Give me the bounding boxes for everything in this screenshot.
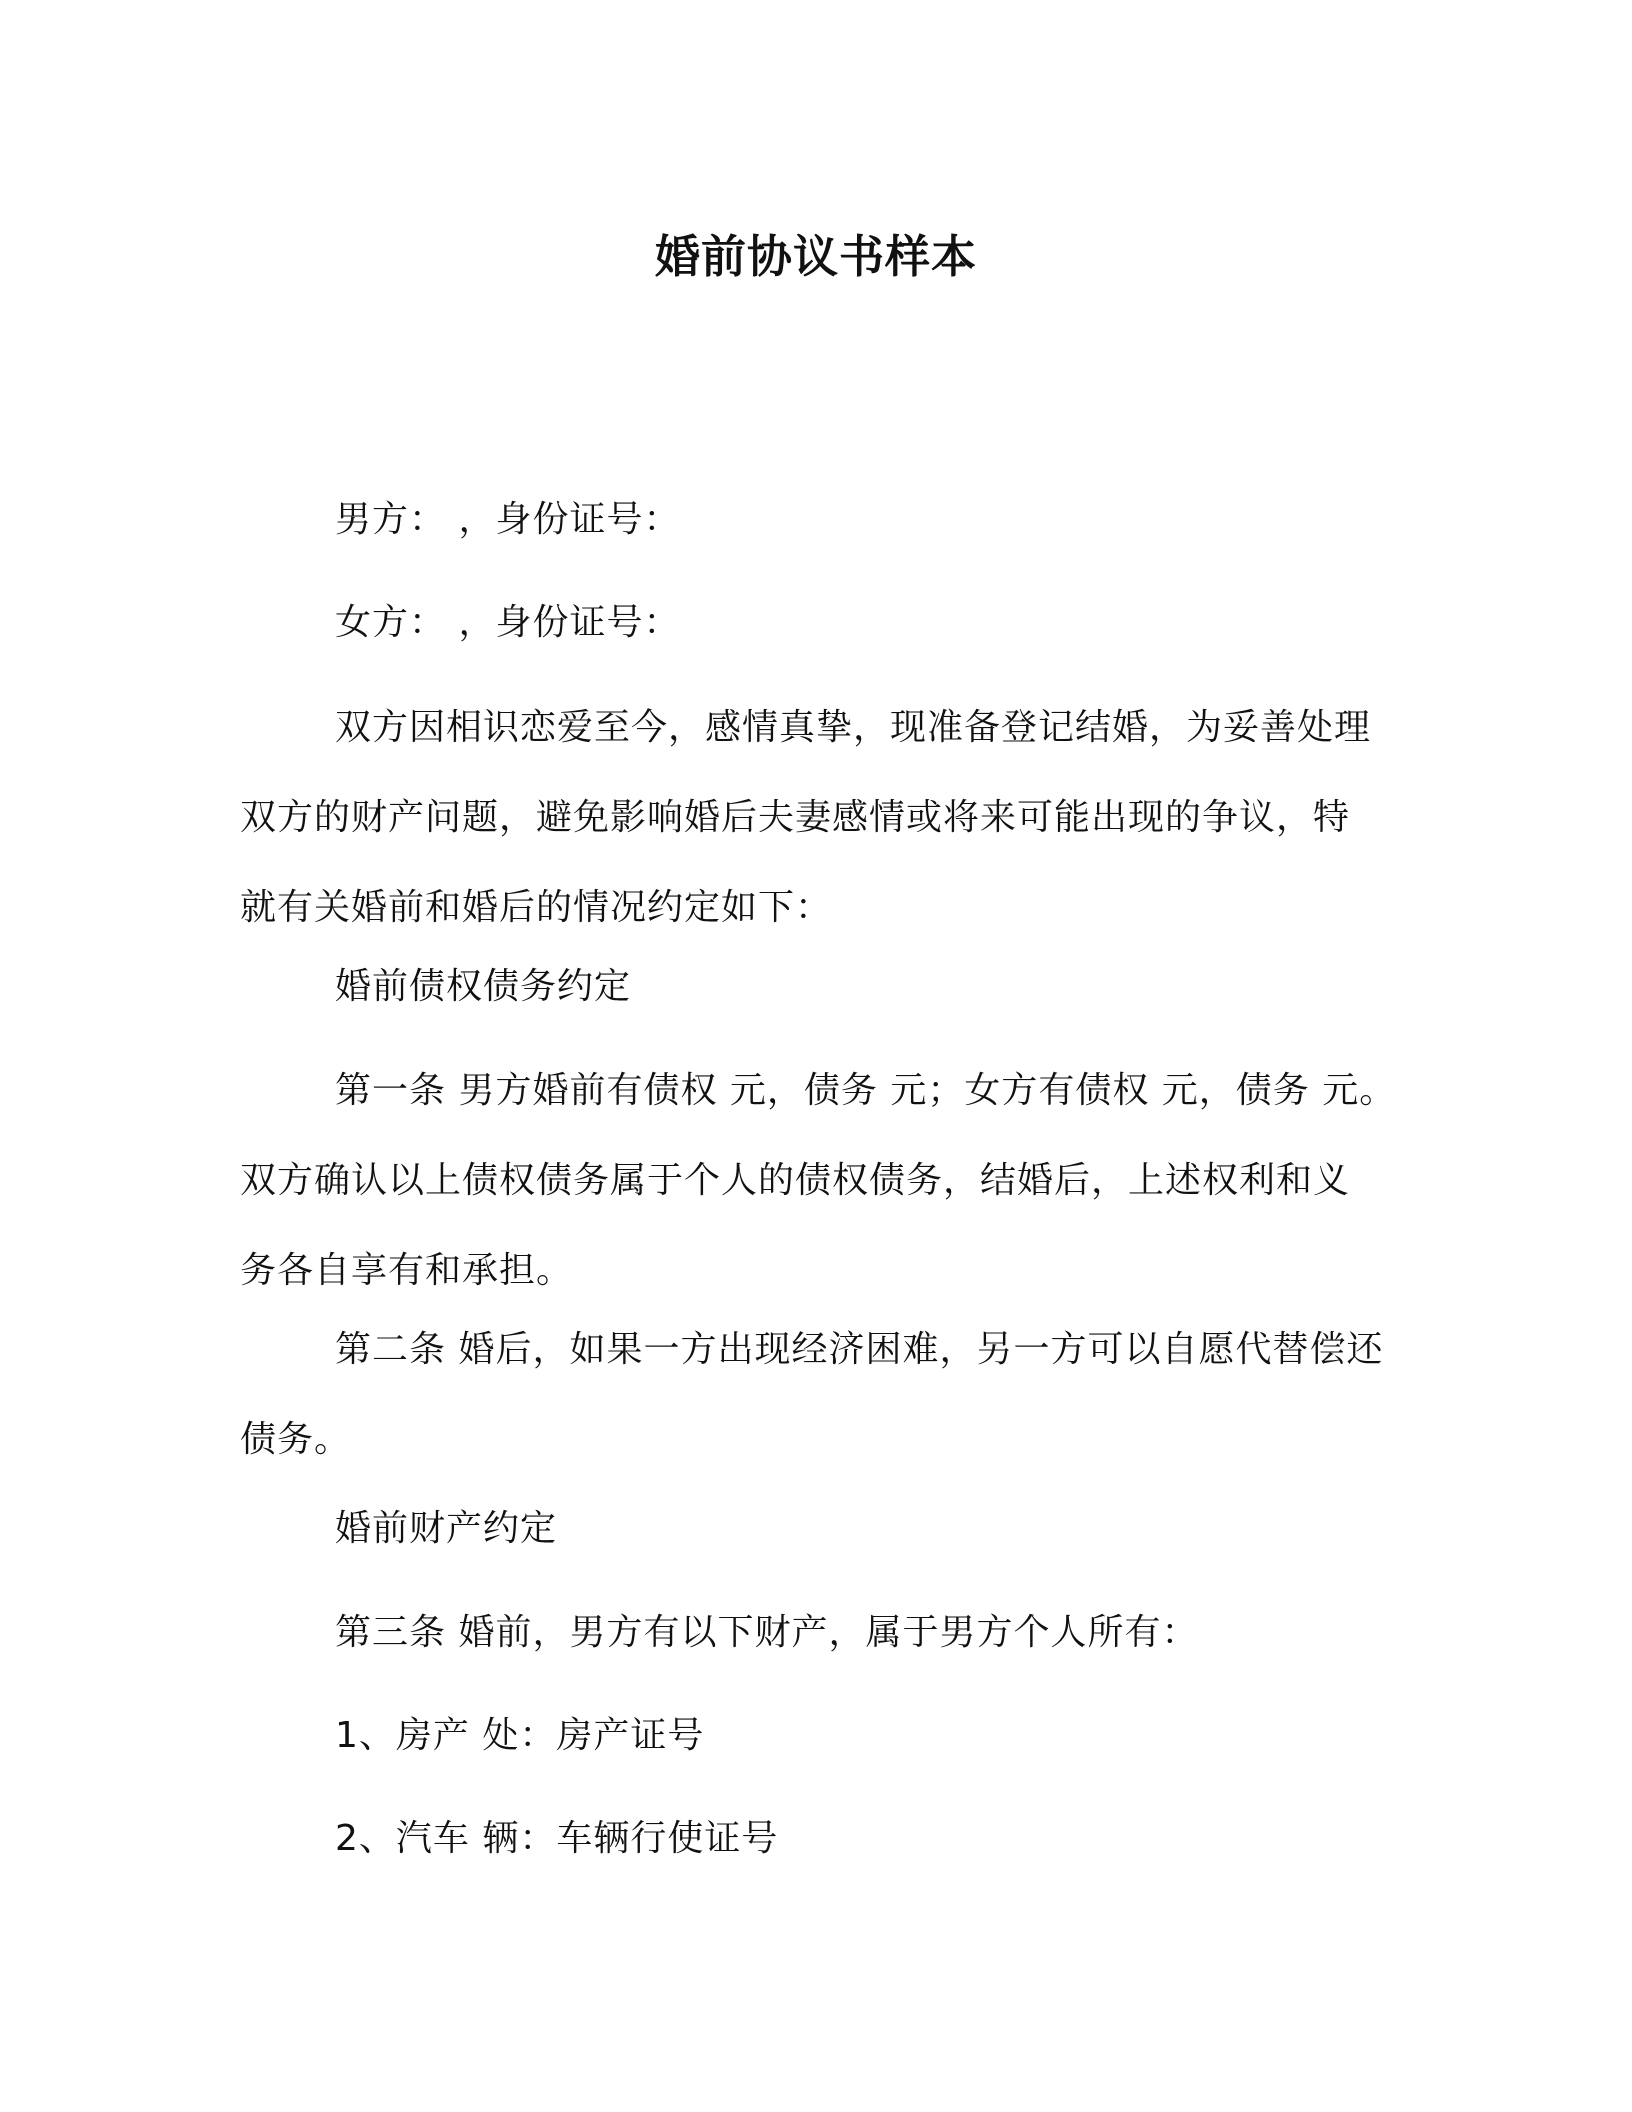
- intro-line: 双方的财产问题，避免影响婚后夫妻感情或将来可能出现的争议，特: [240, 797, 1351, 838]
- article-2-line: 第二条 婚后，如果一方出现经济困难，另一方可以自愿代替偿还: [335, 1329, 1384, 1370]
- male-party-text: 男方： ，身份证号：: [335, 499, 681, 540]
- article-1-line: 第一条 男方婚前有债权 元，债务 元；女方有债权 元，债务 元。: [335, 1070, 1397, 1111]
- list-item-house: [240, 1691, 1380, 1781]
- intro-line: 就有关婚前和婚后的情况约定如下：: [240, 887, 833, 928]
- list-item-car-text: 2、汽车 辆：车辆行使证号: [335, 1818, 779, 1859]
- list-item-house-text: 1、房产 处：房产证号: [335, 1715, 705, 1756]
- article-3: [240, 1588, 1380, 1678]
- document-title: 婚前协议书样本: [654, 230, 977, 283]
- intro-line: 双方因相识恋爱至今，感情真挚，现准备登记结婚，为妥善处理: [335, 707, 1372, 748]
- section-heading-debt-text: 婚前债权债务约定: [335, 966, 632, 1007]
- article-2-line: 债务。: [240, 1419, 352, 1460]
- section-heading-property: [240, 1484, 1380, 1574]
- intro-paragraph: [240, 683, 1380, 953]
- article-1-line: 务各自享有和承担。: [240, 1250, 574, 1291]
- article-1: [240, 1046, 1397, 1316]
- article-2: [240, 1305, 1384, 1485]
- female-party-line: [240, 578, 1380, 668]
- article-1-line: 双方确认以上债权债务属于个人的债权债务，结婚后，上述权利和义: [240, 1160, 1351, 1201]
- male-party-line: [240, 475, 1380, 565]
- section-heading-debt: [240, 942, 1380, 1032]
- article-3-text: 第三条 婚前，男方有以下财产，属于男方个人所有：: [335, 1612, 1199, 1653]
- section-heading-property-text: 婚前财产约定: [335, 1508, 558, 1549]
- female-party-text: 女方： ，身份证号：: [335, 602, 681, 643]
- list-item-car: [240, 1794, 1380, 1884]
